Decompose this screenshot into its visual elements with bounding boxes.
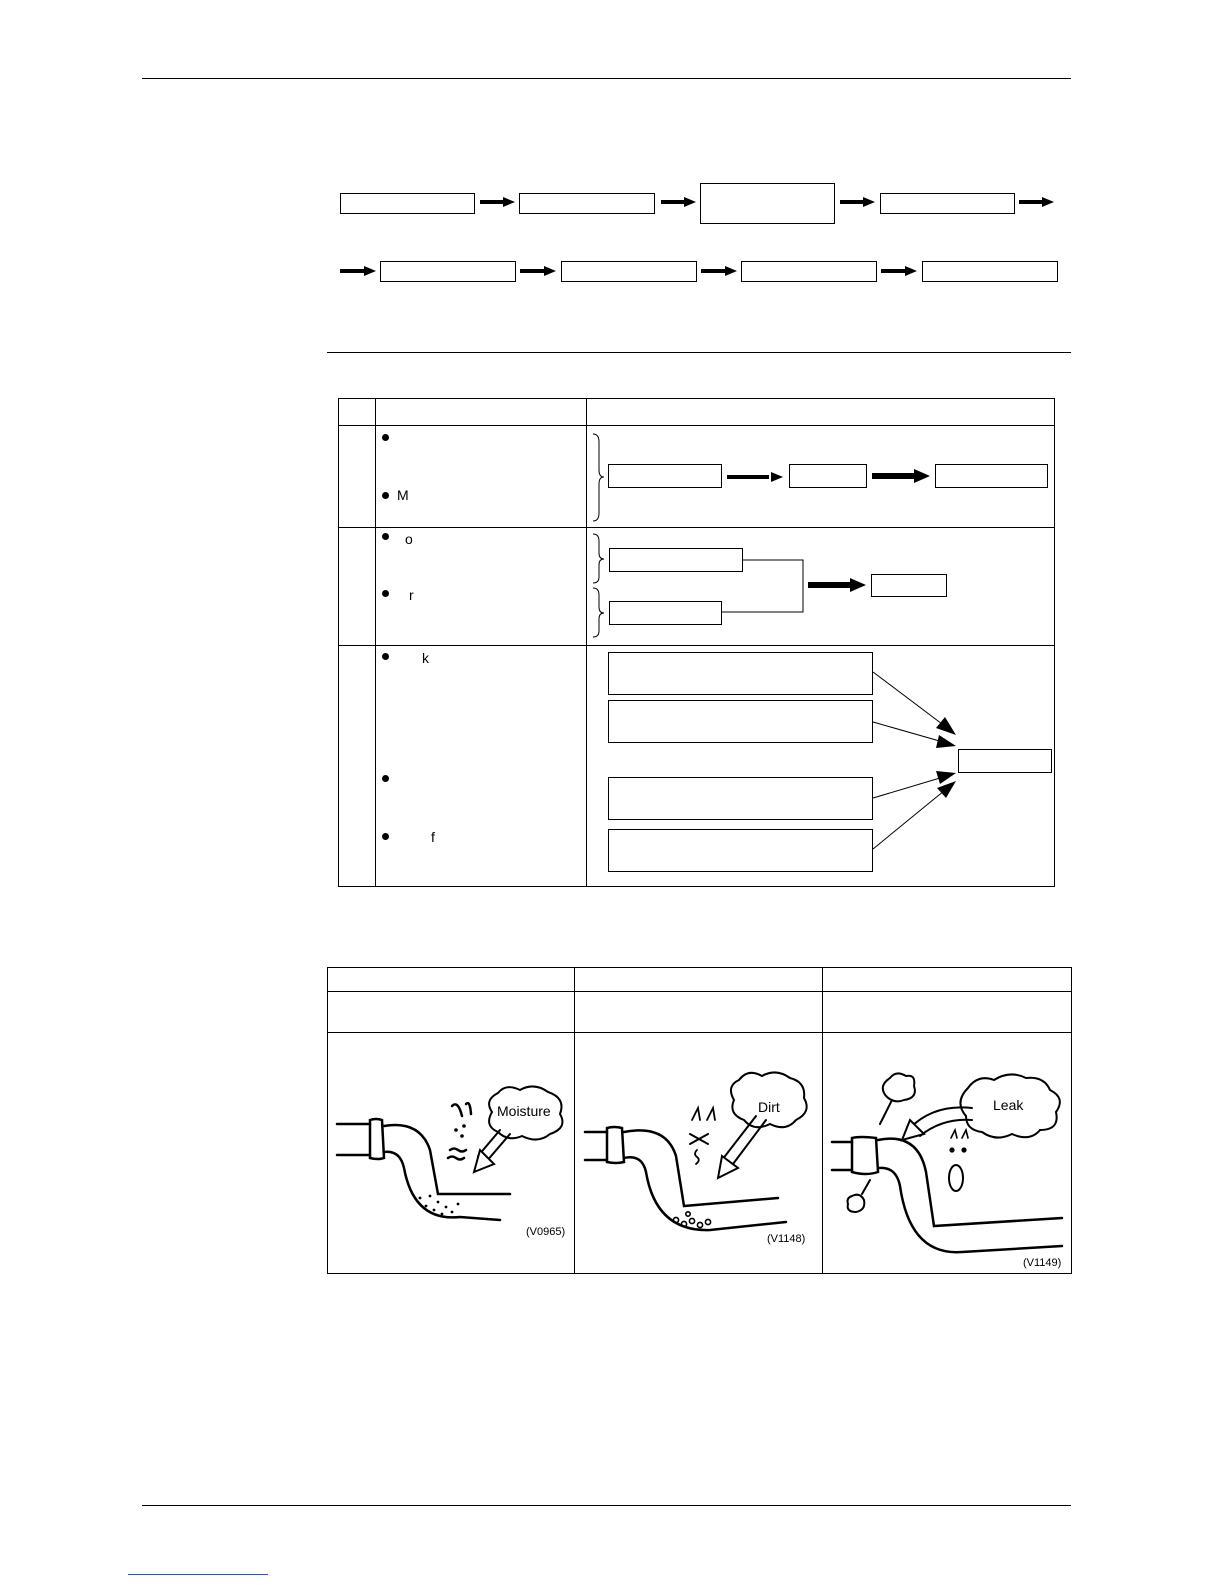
- bullet-text: o: [405, 531, 413, 547]
- footer-rule: [142, 1505, 1071, 1506]
- bullet-text: M: [397, 487, 409, 503]
- moisture-label: Moisture: [497, 1103, 551, 1119]
- figure-code: (V1148): [767, 1233, 806, 1245]
- leak-label: Leak: [993, 1097, 1024, 1113]
- bullet-text: k: [422, 650, 429, 666]
- figure-code: (V1149): [1023, 1257, 1062, 1269]
- bullet-text: f: [431, 829, 435, 845]
- footer-link-underline[interactable]: [128, 1574, 268, 1575]
- dirt-label: Dirt: [758, 1099, 780, 1115]
- figure-code: (V0965): [526, 1226, 566, 1238]
- bullet-text: r: [409, 587, 414, 603]
